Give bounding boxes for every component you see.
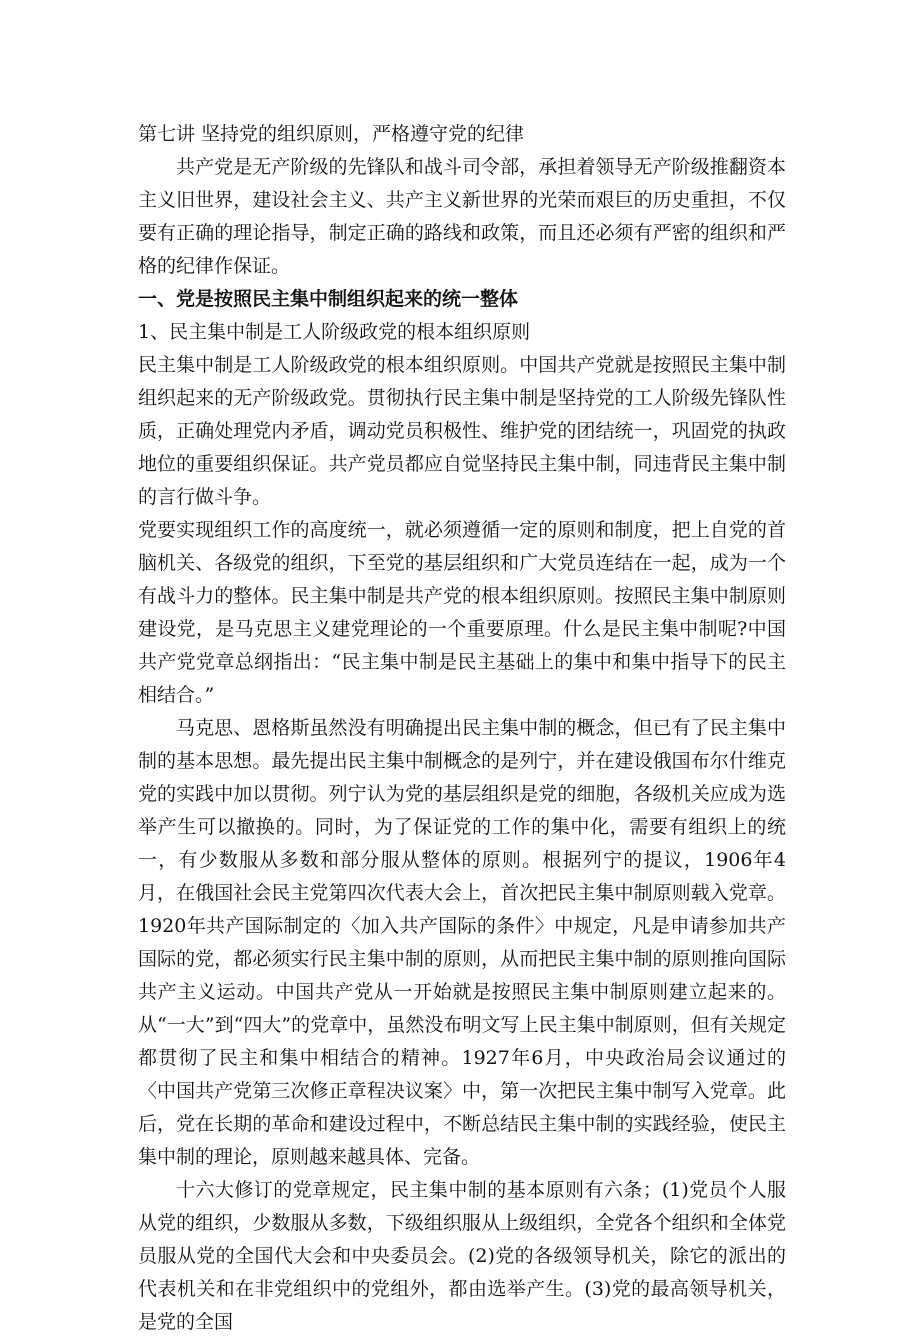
- document-title: 第七讲 坚持党的组织原则，严格遵守党的纪律: [138, 123, 525, 145]
- document-body: [138, 118, 786, 1339]
- paragraph-2: 党要实现组织工作的高度统一，就必须遵循一定的原则和制度，把上自党的首脑机关、各级党的组织，下至党的基层组织和广大党员连结在一起，成为一个有战斗力的整体。民主集中制是共产党的根本组织原则。按照民主集中制原则建设党，是马克思主义建党理论的一个重要原理。什么是民主集中制呢?中国共产党党章总纲指出：“民主集中制是民主基础上的集中和集中指导下的民主相结合。”: [138, 519, 786, 706]
- paragraph-1: 民主集中制是工人阶级政党的根本组织原则。中国共产党就是按照民主集中制组织起来的无产阶级政党。贯彻执行民主集中制是坚持党的工人阶级先锋队性质，正确处理党内矛盾，调动党员积极性、维护党的团结统一，巩固党的执政地位的重要组织保证。共产党员都应自觉坚持民主集中制，同违背民主集中制的言行做斗争。: [138, 354, 786, 508]
- paragraph-4: 十六大修订的党章规定，民主集中制的基本原则有六条；(1)党员个人服从党的组织，少数服从多数，下级组织服从上级组织，全党各个组织和全体党员服从党的全国代大会和中央委员会。(2)党的各级领导机关，除它的派出的代表机关和在非党组织中的党组外，都由选举产生。(3)党的最高领导机关，是党的全国: [138, 1179, 786, 1333]
- paragraph-3: 马克思、恩格斯虽然没有明确提出民主集中制的概念，但已有了民主集中制的基本思想。最先提出民主集中制概念的是列宁，并在建设俄国布尔什维克党的实践中加以贯彻。列宁认为党的基层组织是党的细胞，各级机关应成为选举产生可以撤换的。同时，为了保证党的工作的集中化，需要有组织上的统一，有少数服从多数和部分服从整体的原则。根据列宁的提议，1906年4月，在俄国社会民主党第四次代表大会上，首次把民主集中制原则载入党章。1920年共产国际制定的〈加入共产国际的条件〉中规定，凡是申请参加共产国际的党，都必须实行民主集中制的原则，从而把民主集中制的原则推向国际共产主义运动。中国共产党从一开始就是按照民主集中制原则建立起来的。从“一大”到“四大”的党章中，虽然没布明文写上民主集中制原则，但有关规定都贯彻了民主和集中相结合的精神。1927年6月，中央政治局会议通过的〈中国共产党第三次修正章程决议案〉中，第一次把民主集中制写入党章。此后，党在长期的革命和建设过程中，不断总结民主集中制的实践经验，使民主集中制的理论，原则越来越具体、完备。: [138, 717, 786, 1168]
- section-heading-1: 一、党是按照民主集中制组织起来的统一整体: [138, 288, 519, 310]
- subsection-heading-1: 1、民主集中制是工人阶级政党的根本组织原则: [138, 321, 531, 343]
- intro-paragraph: 共产党是无产阶级的先锋队和战斗司令部，承担着领导无产阶级推翻资本主义旧世界，建设社会主义、共产主义新世界的光荣而艰巨的历史重担，不仅要有正确的理论指导，制定正确的路线和政策，而且还必须有严密的组织和严格的纪律作保证。: [138, 156, 786, 277]
